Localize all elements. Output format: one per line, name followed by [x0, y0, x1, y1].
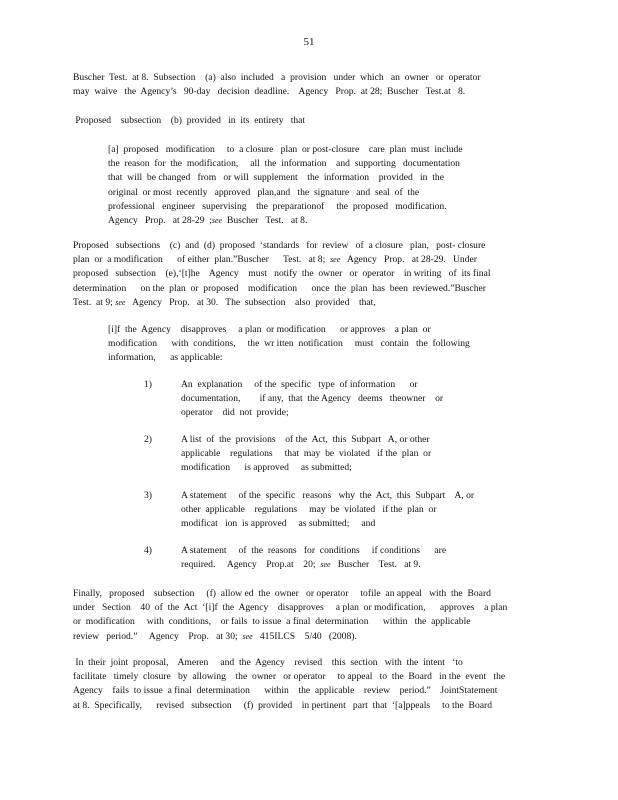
text-line: Agency fails to issue a final determination within the applicable review period.” JointStatement [73, 685, 498, 697]
text-line: Test. at 9; see Agency Prop. at 30. The subsection also provided that, [73, 296, 376, 308]
text-line: operator did not provide; [181, 407, 289, 419]
text-line: modification with conditions, the wr itten notification must contain the following [108, 338, 470, 350]
text-line: An explanation of the specific type of information or [181, 379, 418, 390]
text-line: modification is approved as submitted; [181, 462, 352, 474]
text-line: required. Agency Prop.at 20; see Buscher Test. at 9. [181, 559, 421, 571]
text-line: A list of the provisions of the Act, this Subpart A, or other [181, 434, 430, 445]
list-item-number: 3) [144, 490, 152, 501]
list-item-text [181, 433, 481, 476]
text-line: plan or a modification of either plan.”Buscher Test. at 8; see Agency Prop. at 28-29. Under [73, 254, 477, 266]
text-line: facilitate timely closure by allowing the owner or operator to appeal to the Board in the event the [73, 671, 506, 683]
text-line: professional engineer supervising the preparationof the proposed modification. [108, 200, 447, 212]
text-line: In their joint proposal, Ameren and the Agency revised this section with the intent ‘to [73, 657, 463, 668]
text-line: under Section 40 of the Act ‘[i]f the Agency disapproves a plan or modification, approves a plan [73, 602, 508, 614]
text-line: Proposed subsection (b) provided in its entirety that [73, 115, 306, 126]
paragraph-subsection-b-intro [73, 114, 540, 128]
text-line: review period.” Agency Prop. at 30; see 415ILCS 5/40 (2008). [73, 630, 357, 642]
list-item-text [181, 544, 481, 572]
paragraph-subsection-a [73, 71, 540, 99]
text-line: the reason for the modification, all the information and supporting documentation [108, 158, 460, 170]
list-item-number: 4) [144, 545, 152, 556]
list-item-number: 2) [144, 434, 152, 445]
text-line: A statement of the reasons for conditions if conditions are [181, 545, 447, 556]
text-line: A statement of the specific reasons why the Act, this Subpart A, or [181, 490, 475, 501]
block-quote-subsection-b [108, 143, 500, 228]
paragraph-joint-proposal [73, 656, 540, 713]
text-line: that will be changed from or will supplement the information provided in the [108, 172, 444, 184]
paragraph-subsections-c-d-e [73, 239, 540, 310]
list-item-number: 1) [144, 379, 152, 390]
text-line: documentation, if any, that the Agency deems theowner or [181, 393, 444, 405]
page-number: 51 [303, 36, 315, 48]
list-item-text [181, 489, 481, 532]
paragraph-subsection-f [73, 587, 540, 644]
text-line: determination on the plan or proposed modification once the plan has been reviewed.”Buscher [73, 282, 486, 294]
text-line: applicable regulations that may be violated if the plan or [181, 448, 432, 460]
text-line: [a] proposed modification to a closure plan or post-closure care plan must include [108, 144, 463, 155]
text-line: at 8. Specifically, revised subsection (f) provided in pertinent part that ‘[a]ppeals to the Board [73, 699, 492, 711]
text-line: or modification with conditions, or fails to issue a final determination within the applicable [73, 616, 471, 628]
text-line: Buscher Test. at 8. Subsection (a) also included a provision under which an owner or operator [73, 72, 481, 83]
text-line: Finally, proposed subsection (f) allow ed the owner or operator tofile an appeal with the Board [73, 588, 491, 599]
text-line: may waive the Agency’s 90-day decision deadline. Agency Prop. at 28; Buscher Test.at 8. [73, 86, 466, 98]
text-line: modificat ion is approved as submitted; and [181, 518, 376, 530]
text-line: [i]f the Agency disapproves a plan or modification or approves a plan or [108, 324, 431, 335]
text-line: other applicable regulations may be violated if the plan or [181, 504, 437, 516]
block-quote-subsection-e [108, 323, 500, 366]
text-line: Agency Prop. at 28-29 ;see Buscher Test. at 8. [108, 215, 308, 227]
text-line: proposed subsection (e),‘[t]he Agency must notify the owner or operator in writing of its final [73, 268, 491, 280]
text-line: Proposed subsections (c) and (d) proposed ‘standards for review of a closure plan, post- closure [73, 240, 486, 251]
text-line: original or most recently approved plan,and the signature and seal of the [108, 186, 420, 198]
list-item-text [181, 378, 481, 421]
text-line: information, as applicable: [108, 352, 223, 364]
